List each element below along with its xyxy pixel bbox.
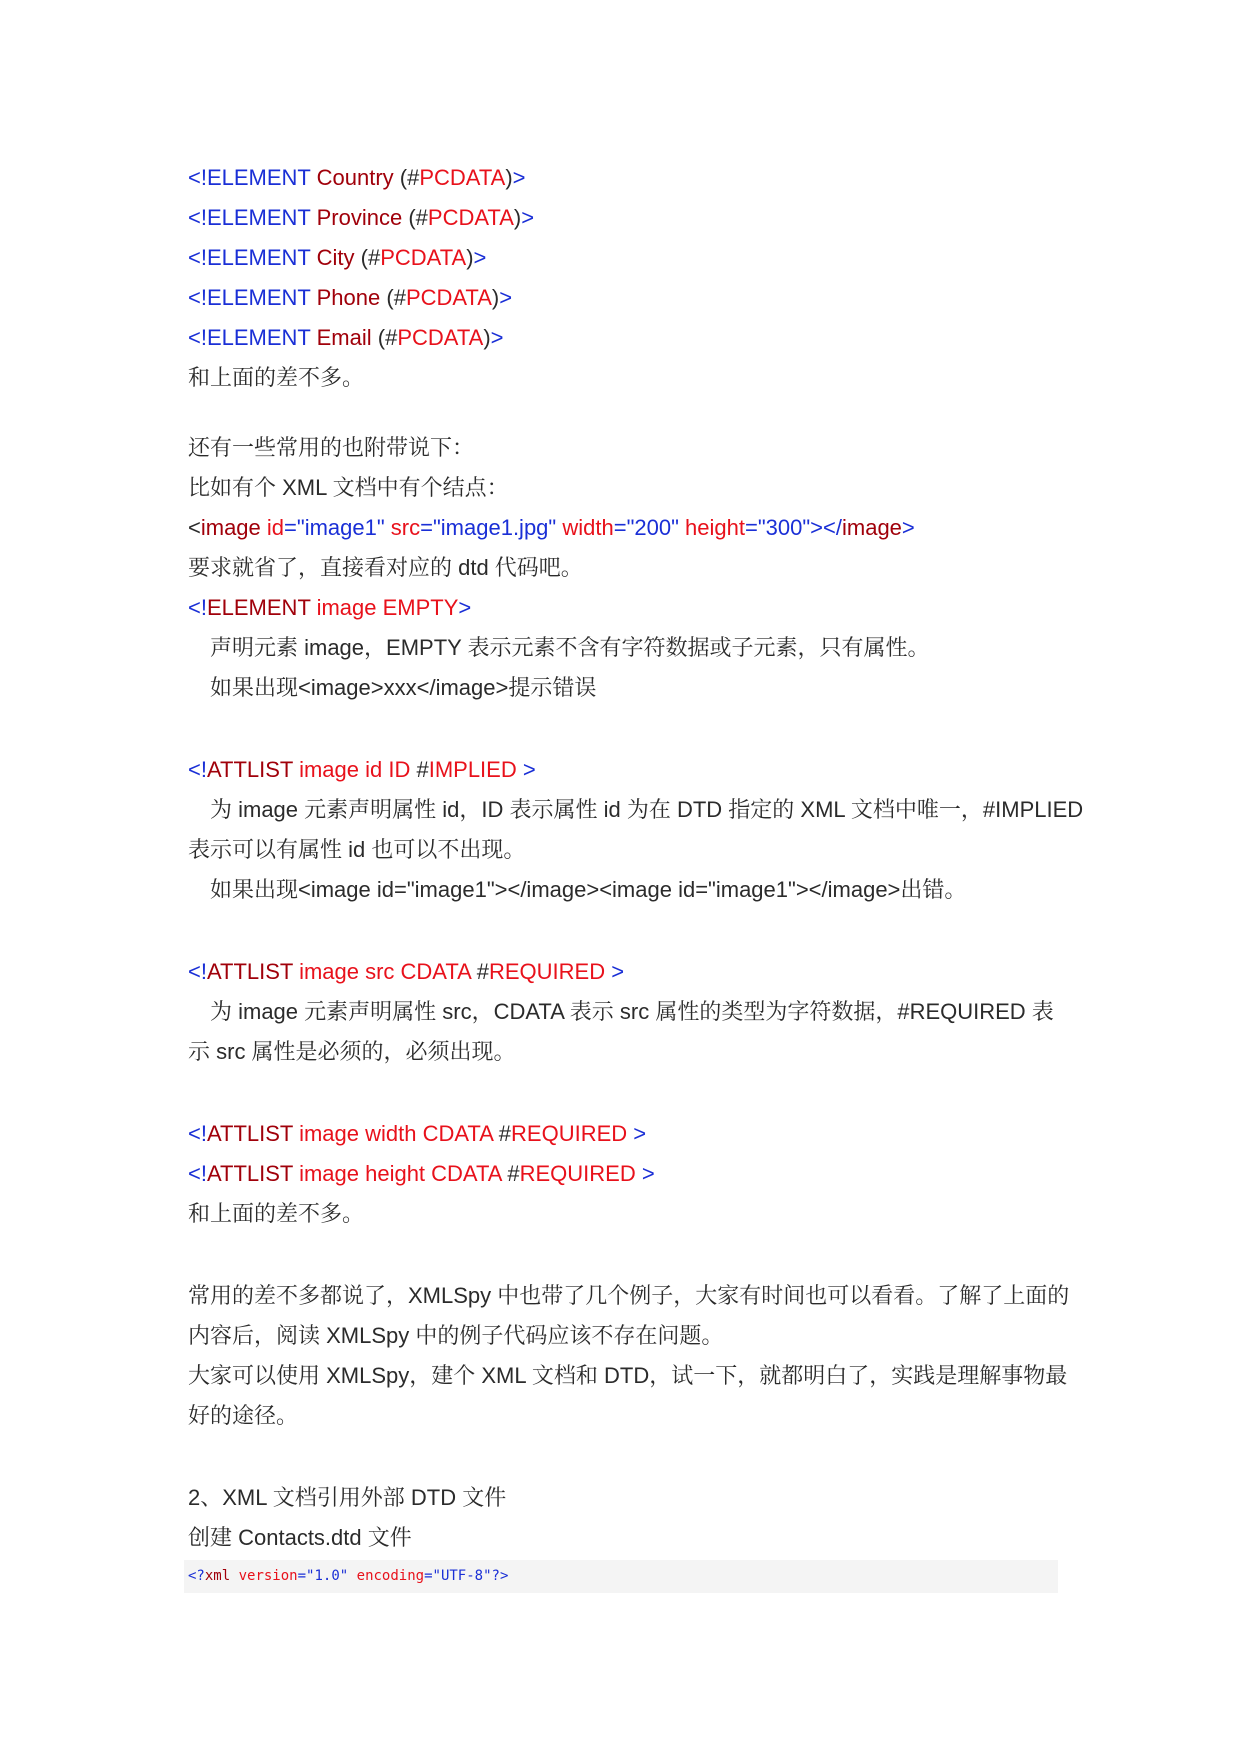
pi-close: ?> [491,1568,509,1584]
pcdata-keyword: PCDATA [427,205,514,230]
attlist-id-declaration [188,750,1058,790]
hash: # [416,757,429,782]
decl-keyword: ATTLIST [206,757,293,782]
paren: ( [377,325,386,350]
paragraph: 好的途径。 [188,1403,299,1428]
decl-keyword: ATTLIST [206,1161,293,1186]
paragraph: 要求就省了，直接看对应的 dtd 代码吧。 [188,555,583,580]
paragraph: 还有一些常用的也附带说下： [188,435,475,460]
pcdata-keyword: PCDATA [405,285,492,310]
paren: ) [505,165,513,190]
paragraph-indented: 声明元素 image，EMPTY 表示元素不含有字符数据或子元素，只有属性。 [210,635,930,660]
dtd-element-line [188,158,1058,198]
decl-value: REQUIRED [488,959,606,984]
element-name: Province [316,205,403,230]
attr-value: "image1" [296,515,385,540]
spacer [188,708,1058,750]
decl-open: <! [188,757,207,782]
paren: ( [408,205,416,230]
decl-keyword: ATTLIST [206,959,293,984]
element-name: Phone [316,285,381,310]
element-name: Email [316,325,372,350]
spacer [188,1072,1058,1114]
attlist-width-declaration [188,1114,1058,1154]
decl-open: <! [188,1121,207,1146]
decl-value: REQUIRED [511,1121,628,1146]
paren: ( [360,245,368,270]
paragraph-indented: 为 image 元素声明属性 src，CDATA 表示 src 属性的类型为字符数据，#REQUIRED 表 [210,999,1054,1024]
decl-close: > [521,205,535,230]
decl-open: <!ELEMENT [188,165,311,190]
paragraph: 创建 Contacts.dtd 文件 [188,1525,412,1550]
attlist-height-declaration [188,1154,1058,1194]
decl-value: REQUIRED [519,1161,636,1186]
decl-close: > [627,1121,647,1146]
spacer [188,398,1058,428]
decl-body: image width CDATA [292,1121,499,1146]
end-tag-name: image [842,515,902,540]
attr-value: "300" [757,515,811,540]
hash: # [385,325,398,350]
attr-name: encoding [356,1568,425,1584]
spacer [188,1234,1058,1276]
decl-body: image height CDATA [292,1161,508,1186]
decl-open: <!ELEMENT [188,325,311,350]
empty-declaration [188,588,1058,628]
decl-close: > [635,1161,655,1186]
paren: ( [399,165,408,190]
dtd-element-line [188,198,1058,238]
attr-name: width [562,515,614,540]
decl-open: <! [188,1161,207,1186]
tag-gt: > [810,515,824,540]
dtd-element-line [188,278,1058,318]
paragraph-indented: 为 image 元素声明属性 id，ID 表示属性 id 为在 DTD 指定的 XML 文档中唯一，#IMPLIED [210,797,1084,822]
decl-open: <!ELEMENT [188,285,311,310]
paragraph-indented: 如果出现<image id="image1"></image><image id="image1"></image>出错。 [210,877,967,902]
hash: # [407,165,420,190]
decl-close: > [490,325,504,350]
hash: # [507,1161,520,1186]
image-tag-example [188,508,1058,548]
hash: # [415,205,428,230]
decl-body: image EMPTY [310,595,459,620]
section-heading: 2、XML 文档引用外部 DTD 文件 [188,1485,507,1510]
end-tag-open: </ [823,515,842,540]
equals: = [744,515,758,540]
hash: # [367,245,381,270]
pi-open: <? [188,1568,205,1584]
pcdata-keyword: PCDATA [419,165,506,190]
dtd-element-line [188,238,1058,278]
attr-value: "image1.jpg" [432,515,557,540]
document-body [188,158,1084,1593]
pcdata-keyword: PCDATA [380,245,467,270]
decl-open: <! [188,959,207,984]
decl-keyword: ATTLIST [206,1121,293,1146]
paragraph: 常用的差不多都说了，XMLSpy 中也带了几个例子，大家有时间也可以看看。了解了上面的 [188,1283,1070,1308]
attr-name: height [685,515,745,540]
paragraph: 大家可以使用 XMLSpy，建个 XML 文档和 DTD，试一下，就都明白了，实践是理解事物最 [188,1363,1068,1388]
paren: ) [513,205,522,230]
equals: = [284,515,297,540]
paragraph-indented: 如果出现<image>xxx</image>提示错误 [210,675,597,700]
equals: = [613,515,627,540]
decl-close: > [458,595,472,620]
attr-name: id [266,515,285,540]
attr-name: version [238,1568,298,1584]
decl-open: <!ELEMENT [188,205,311,230]
pcdata-keyword: PCDATA [397,325,484,350]
element-name: Country [316,165,394,190]
decl-close: > [516,757,536,782]
decl-open: <! [188,595,207,620]
code-block [184,1560,1058,1593]
decl-value: IMPLIED [428,757,517,782]
tag-lt: < [188,515,201,540]
paragraph: 和上面的差不多。 [188,1201,365,1226]
equals: = [424,1568,433,1584]
spacer [188,1436,1058,1478]
dtd-element-line [188,318,1058,358]
attr-name: src [390,515,421,540]
attlist-src-declaration [188,952,1058,992]
decl-body: image src CDATA [292,959,477,984]
tag-name: image [200,515,261,540]
spacer [188,910,1058,952]
attr-value: "200" [626,515,679,540]
paren: ) [491,285,500,310]
attr-value: "UTF-8" [432,1568,492,1584]
decl-close: > [473,245,487,270]
element-name: City [316,245,355,270]
equals: = [297,1568,307,1584]
paragraph: 和上面的差不多。 [188,365,365,390]
paragraph: 示 src 属性是必须的，必须出现。 [188,1039,516,1064]
paren: ) [483,325,491,350]
decl-body: image id ID [292,757,417,782]
hash: # [498,1121,512,1146]
equals: = [420,515,433,540]
paragraph: 比如有个 XML 文档中有个结点： [188,475,509,500]
decl-close: > [605,959,625,984]
decl-open: <!ELEMENT [188,245,311,270]
end-tag-close: > [901,515,915,540]
decl-close: > [499,285,513,310]
paragraph: 表示可以有属性 id 也可以不出现。 [188,837,526,862]
pi-name: xml [204,1568,231,1584]
paragraph: 内容后，阅读 XMLSpy 中的例子代码应该不存在问题。 [188,1323,724,1348]
paren: ) [466,245,474,270]
attr-value: "1.0" [306,1568,349,1584]
paren: ( [386,285,394,310]
decl-keyword: ELEMENT [206,595,311,620]
hash: # [393,285,406,310]
hash: # [476,959,489,984]
decl-close: > [512,165,526,190]
